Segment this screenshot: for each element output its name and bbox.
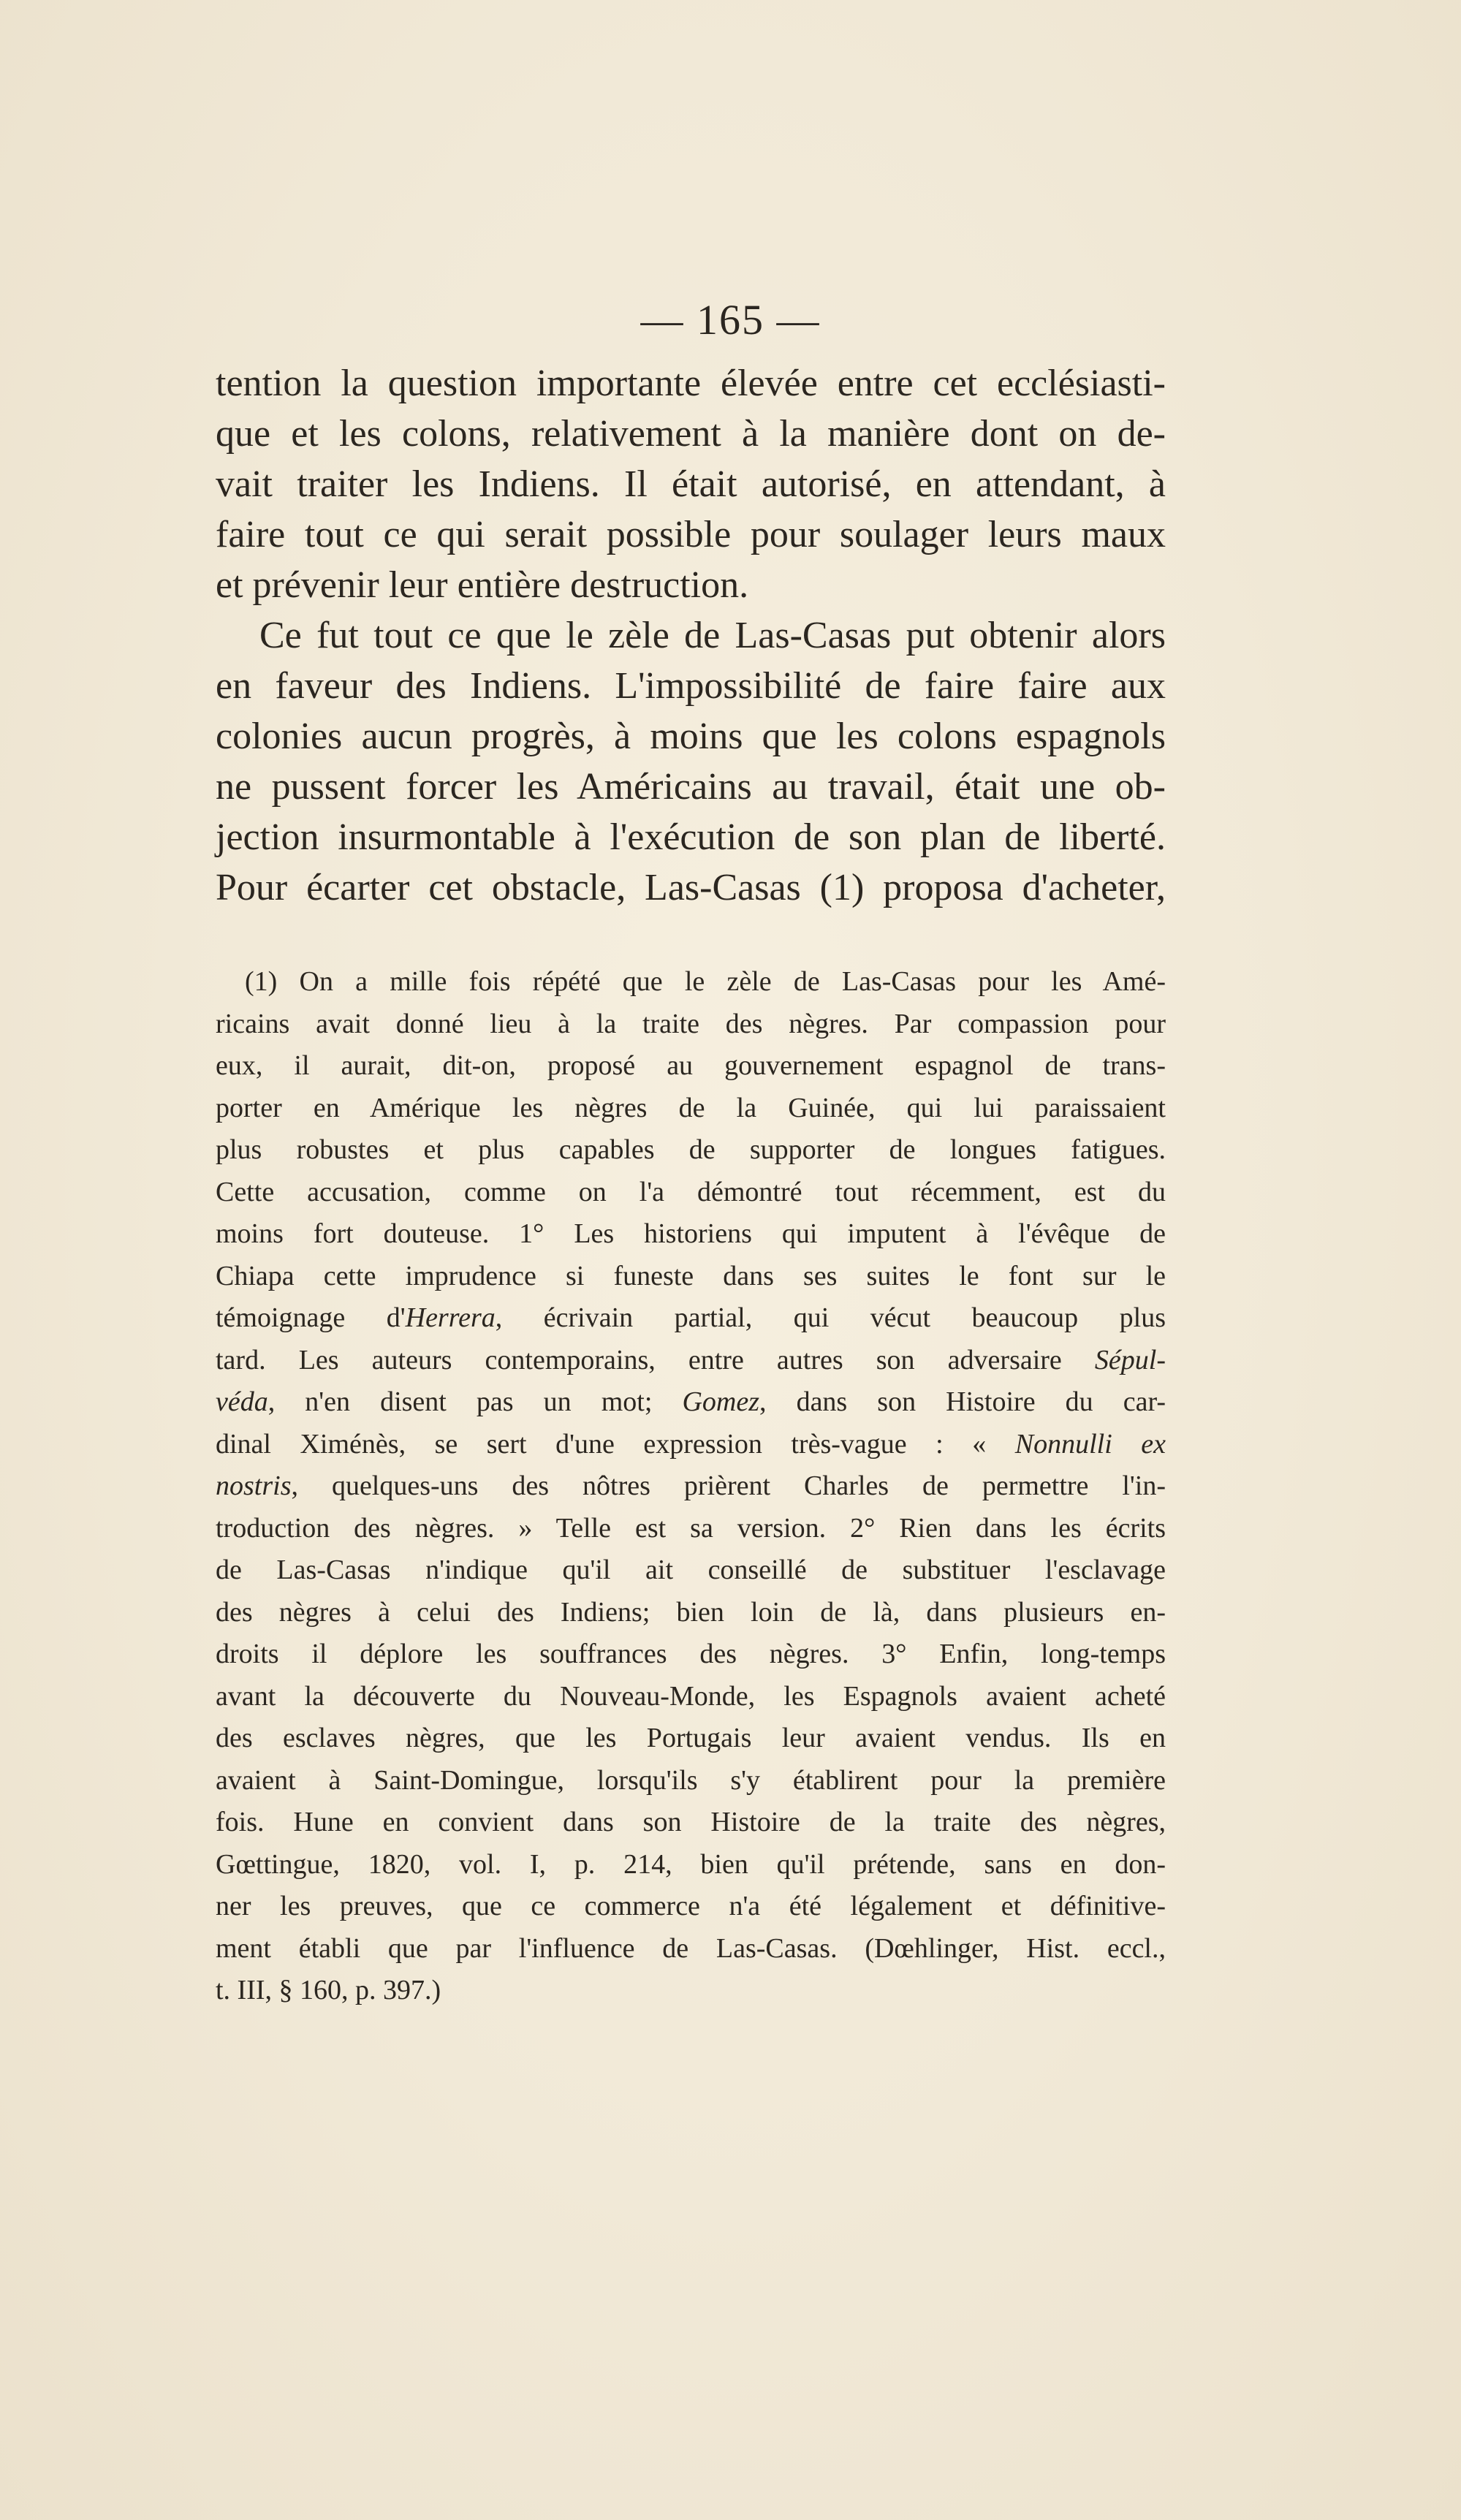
footnote-line: ner les preuves, que ce commerce n'a été légalement et définitive-: [216, 1891, 1166, 1921]
text-line: vait traiter les Indiens. Il était autorisé, en attendant, à: [216, 463, 1166, 505]
footnote-line: porter en Amérique les nègres de la Guinée, qui lui paraissaient: [216, 1092, 1166, 1123]
footnote-line: de Las-Casas n'indique qu'il ait conseillé de substituer l'esclavage: [216, 1555, 1166, 1585]
footnote-line: ment établi que par l'influence de Las-Casas. (Dœhlinger, Hist. eccl.,: [216, 1932, 1166, 1964]
footnote-line: des esclaves nègres, que les Portugais leur avaient vendus. Ils en: [216, 1723, 1166, 1753]
footnote-text: , quelques-uns des nôtres prièrent Charles de permettre l'in-: [291, 1470, 1166, 1501]
footnote-italic: Herrera: [405, 1302, 496, 1333]
text-line: Ce fut tout ce que le zèle de Las-Casas put obtenir alors: [259, 615, 1166, 656]
text-line: tention la question importante élevée entre cet ecclésiasti-: [216, 363, 1166, 404]
text-line: Pour écarter cet obstacle, Las-Casas (1) proposa d'acheter,: [216, 867, 1166, 908]
footnote-italic: véda: [216, 1386, 268, 1417]
footnote-line: plus robustes et plus capables de supporter de longues fatigues.: [216, 1134, 1166, 1165]
footnote-line: avant la découverte du Nouveau-Monde, les Espagnols avaient acheté: [216, 1680, 1166, 1712]
page-number: — 165 —: [640, 296, 821, 344]
footnote-italic: Nonnulli ex: [1014, 1428, 1166, 1460]
footnote-text: tard. Les auteurs contemporains, entre autres son adversaire: [216, 1344, 1095, 1375]
footnote-line: des nègres à celui des Indiens; bien loin de là, dans plusieurs en-: [216, 1596, 1166, 1628]
footnote-line: avaient à Saint-Domingue, lorsqu'ils s'y établirent pour la première: [216, 1764, 1166, 1796]
footnote-line: Gœttingue, 1820, vol. I, p. 214, bien qu'il prétende, sans en don-: [216, 1848, 1166, 1880]
footnote-text: , dans son Histoire du car-: [759, 1386, 1166, 1417]
footnote-line: [216, 1424, 1166, 1466]
text-line: colonies aucun progrès, à moins que les colons espagnols: [216, 716, 1166, 757]
footnote-line: [216, 1340, 1166, 1382]
footnote: [216, 961, 1166, 2012]
main-text: [216, 358, 1166, 913]
footnote-text: , n'en disent pas un mot;: [267, 1386, 683, 1417]
footnote-text: , écrivain partial, qui vécut beaucoup plus: [495, 1302, 1166, 1333]
footnote-line: fois. Hune en convient dans son Histoire de la traite des nègres,: [216, 1807, 1166, 1837]
text-line: en faveur des Indiens. L'impossibilité de faire faire aux: [216, 665, 1166, 707]
text-line: et prévenir leur entière destruction.: [216, 564, 749, 606]
footnote-line: (1) On a mille fois répété que le zèle de Las-Casas pour les Amé-: [245, 966, 1166, 997]
footnote-line: ricains avait donné lieu à la traite des nègres. Par compassion pour: [216, 1008, 1166, 1039]
footnote-text: dinal Ximénès, se sert d'une expression très-vague : «: [216, 1428, 1015, 1460]
footnote-line: moins fort douteuse. 1° Les historiens qui imputent à l'évêque de: [216, 1218, 1166, 1249]
footnote-italic: Sépul-: [1094, 1344, 1166, 1375]
footnote-italic: Gomez: [682, 1386, 759, 1417]
footnote-line: [216, 1381, 1166, 1424]
footnote-line: [216, 1297, 1166, 1340]
footnote-line: troduction des nègres. » Telle est sa version. 2° Rien dans les écrits: [216, 1512, 1166, 1544]
footnote-italic: nostris: [216, 1470, 292, 1501]
footnote-line: Cette accusation, comme on l'a démontré tout récemment, est du: [216, 1176, 1166, 1207]
footnote-line: t. III, § 160, p. 397.): [216, 1975, 441, 2005]
text-line: jection insurmontable à l'exécution de son plan de liberté.: [216, 816, 1166, 858]
text-line: ne pussent forcer les Américains au travail, était une ob-: [216, 766, 1166, 808]
footnote-line: Chiapa cette imprudence si funeste dans ses suites le font sur le: [216, 1260, 1166, 1291]
text-line: que et les colons, relativement à la manière dont on de-: [216, 413, 1166, 455]
footnote-line: droits il déplore les souffrances des nègres. 3° Enfin, long-temps: [216, 1639, 1166, 1669]
text-line: faire tout ce qui serait possible pour soulager leurs maux: [216, 514, 1166, 555]
footnote-text: témoignage d': [216, 1302, 406, 1333]
footnote-line: [216, 1465, 1166, 1508]
footnote-line: eux, il aurait, dit-on, proposé au gouvernement espagnol de trans-: [216, 1050, 1166, 1081]
